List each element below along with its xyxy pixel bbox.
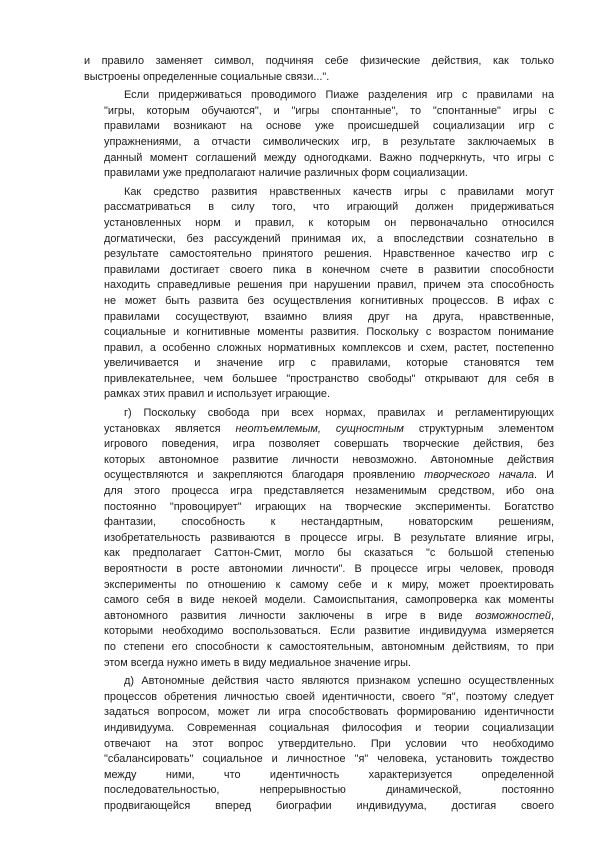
text-line: Если придерживаться проводимого Пиаже разделения игр с правилами на	[124, 89, 554, 102]
text-line: самого себя в виде некоей модели. Самоиспытания, самопроверка как моменты	[104, 594, 554, 607]
text-line: последовательностью, непрерывностью динамической, постоянно	[104, 784, 554, 797]
text-line: д) Автономные действия часто являются признаком успешно осуществленных	[124, 675, 554, 688]
paragraph-p5	[84, 674, 554, 814]
text-line: которых автономное развитие личности невозможно. Автономные действия	[104, 453, 554, 466]
paragraph-p1	[84, 54, 554, 85]
text-line: осуществляются и закрепляются благодаря проявлению творческого начала. И	[104, 469, 554, 482]
text-line: увеличивается и значение игр с правилами, которые становятся тем	[104, 357, 554, 370]
text-line: рассматриваться в силу того, что играющий должен придерживаться	[104, 201, 554, 214]
text-line: правил, а особенно сложных нормативных комплексов и схем, растет, постепенно	[104, 341, 554, 354]
text-line: игрового поведения, игра позволяет совершать творческие действия, без	[104, 438, 554, 451]
text-line: установках является неотъемлемым, сущностным структурным элементом	[104, 422, 554, 435]
text-line: выстроены определенные социальные связи...".	[84, 70, 330, 83]
text-line: Как средство развития нравственных качеств игры с правилами могут	[124, 185, 554, 198]
text-line: правилами достигает своего пика в конечном счете в развитии способности	[104, 263, 554, 276]
text-line: установленных норм и правил, к которым он первоначально относился	[104, 216, 554, 229]
text-line: которыми необходимо воспользоваться. Если развитие индивидуума измеряется	[104, 625, 554, 638]
text-line: для этого процесса игра представляется незаменимым средством, ибо она	[104, 485, 554, 498]
italic-emphasis: неотъемлемым, сущностным	[235, 422, 404, 435]
text-line: правилами уже предполагают наличие различных форм социализации.	[104, 167, 468, 180]
paragraph-p4	[84, 406, 554, 671]
text-line: индивидуума. Современная социальная философия и теории социализации	[104, 721, 554, 734]
text-line: как предполагает Саттон-Смит, могло бы сказаться "с большой степенью	[104, 547, 554, 560]
text-line: "сбалансировать" социальное и личностное "я" человека, установить тождество	[104, 753, 554, 766]
text-line: фантазии, способность к нестандартным, новаторским решениям,	[104, 516, 554, 529]
text-line: правилами сосуществуют, взаимно влияя друг на друга, нравственные,	[104, 310, 554, 323]
text-line: процессов обретения личностью своей идентичности, своего "я", поэтому следует	[104, 690, 554, 703]
text-line: результате самостоятельно принятого решения. Нравственное качество игр с	[104, 248, 554, 261]
text-line: не может быть развита без осуществления когнитивных процессов. В ифах с	[104, 294, 554, 307]
text-line: продвигающейся вперед биографии индивидуума, достигая своего	[104, 799, 554, 812]
paragraph-p3	[84, 185, 554, 403]
text-line: изобретательность развиваются в процессе игры. В результате влияние игры,	[104, 531, 554, 544]
text-line: "игры, которым обучаются", и "игры спонтанные", то "спонтанные" игры с	[104, 104, 554, 117]
text-line: эксперименты по отношению к самому себе и к миру, может проектировать	[104, 578, 554, 591]
text-line: этом всегда нужно иметь в виду медиальное значение игры.	[104, 656, 411, 669]
text-line: правилами возникают на основе уже происшедшей социализации игр с	[104, 120, 554, 133]
text-line: упражнениями, а отчасти символических игр, в результате заключаемых в	[104, 135, 554, 148]
text-line: догматически, без рассуждений принимая их, а впоследствии сознательно в	[104, 232, 554, 245]
paragraph-p2	[84, 88, 554, 182]
text-line: по степени его способности к самостоятельным, автономным действиям, то при	[104, 640, 554, 653]
text-line: вероятности в росте автономии личности". В процессе игры человек, проводя	[104, 563, 554, 575]
italic-emphasis: творческого начала	[424, 469, 535, 482]
text-line: рамках этих правил и использует играющие.	[104, 388, 331, 401]
text-line: г) Поскольку свобода при всех нормах, правилах и регламентирующих	[124, 407, 554, 420]
text-line: отвечают на этот вопрос утвердительно. При условии что необходимо	[104, 737, 554, 750]
text-line: между ними, что идентичность характеризуется определенной	[104, 768, 554, 781]
text-line: задаться вопросом, может ли игра способствовать формированию идентичности	[104, 706, 554, 719]
text-line: социальные и когнитивные моменты развития. Поскольку с возрастом понимание	[104, 326, 554, 339]
text-line: находить справедливые решения при нарушении правил, причем эта способность	[104, 279, 554, 292]
text-line: и правило заменяет символ, подчиняя себе физические действия, как только	[84, 55, 554, 67]
italic-emphasis: возможностей	[475, 609, 551, 622]
text-line: данный момент соглашений между одногодками. Важно подчеркнуть, что игры с	[104, 151, 554, 164]
text-line: привлекательнее, чем большее "пространство свободы" открывают для себя в	[104, 372, 554, 385]
document-page	[84, 54, 554, 818]
text-line: автономного развития личности заключены в игре в виде возможностей,	[104, 609, 554, 622]
text-line: постоянно "провоцирует" играющих на творческие эксперименты. Богатство	[104, 500, 554, 513]
